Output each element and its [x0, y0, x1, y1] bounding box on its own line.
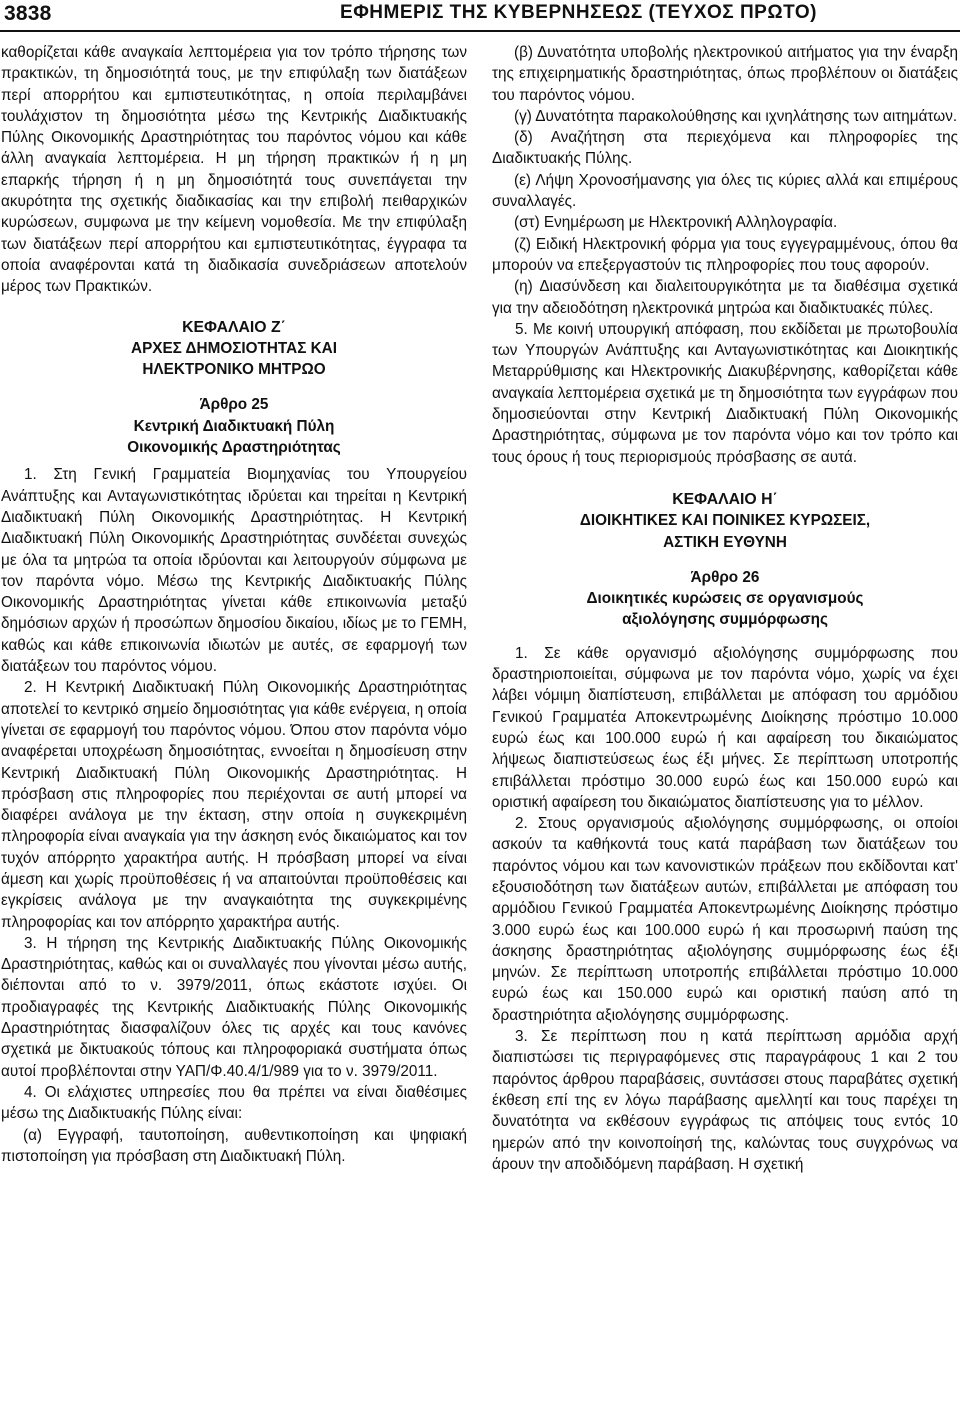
article-label: Άρθρο 25: [199, 396, 269, 414]
item-h: (η) Διασύνδεση και διαλειτουργικότητα με τα διαθέσιμα σχετικά για την αδειοδότηση ηλεκτρονικά μητρώα και διαδικτυακές πύλες.: [492, 278, 958, 317]
running-title: ΕΦΗΜΕΡΙΣ ΤΗΣ ΚΥΒΕΡΝΗΣΕΩΣ (ΤΕΥΧΟΣ ΠΡΩΤΟ): [340, 2, 817, 23]
paragraph-2: 2. Στους οργανισμούς αξιολόγησης συμμόρφωσης, οι οποίοι ασκούν τα καθήκοντά τους κατά παράβαση των διατάξεων του παρόντος νόμου και των κανονιστικών πράξεων που εκδίδονται κατ' εξουσιοδότηση των διατάξεων αυτών, επιβάλλεται με απόφαση του αρμόδιου Γενικού Γραμματέα Αποκεντρωμένης Διοίκησης πρόστιμο 3.000 ευρώ έως και 100.000 ευρώ ή και προσωρινή παύση της άσκησης δραστηριότητας αξιολόγησης συμμόρφωσης έως έξι μηνών. Σε περίπτωση υποτροπής επιβάλλεται πρόστιμο 10.000 ευρώ έως και 150.000 ευρώ και οριστική παύση από τη δραστηριότητα αξιολόγησης συμμόρφωσης.: [492, 815, 958, 1024]
chapter-label: ΚΕΦΑΛΑΙΟ Η΄: [672, 490, 778, 508]
chapter-title-line1: ΑΡΧΕΣ ΔΗΜΟΣΙΟΤΗΤΑΣ ΚΑΙ: [131, 339, 337, 357]
right-column: [492, 42, 958, 1175]
left-column: [1, 42, 467, 1167]
item-a: (α) Εγγραφή, ταυτοποίηση, αυθεντικοποίηση και ψηφιακή πιστοποίηση για πρόσβαση στη Διαδικτυακή Πύλη.: [1, 1126, 467, 1165]
page-number: 3838: [4, 2, 52, 25]
paragraph-3: 3. Η τήρηση της Κεντρικής Διαδικτυακής Πύλης Οικονομικής Δραστηριότητας, καθώς και οι συναλλαγές που γίνονται μέσω αυτής, διέπονται από το ν. 3979/2011, όπως εκάστοτε ισχύει. Οι προδιαγραφές της Κεντρικής Διαδικτυακής Πύλης Οικονομικής Δραστηριότητας διασφαλίζουν όλες τις αρχές και τους κανόνες σχετικά με δικτυακούς τόπους και πληροφοριακά συστήματα όπως αυτοί προβλέπονται στην ΥΑΠ/Φ.40.4/1/989 για το ν. 3979/2011.: [1, 934, 467, 1080]
intro-paragraph: καθορίζεται κάθε αναγκαία λεπτομέρεια για τον τρόπο τήρησης των πρακτικών, τη δημοσιότητά τους, με την επιφύλαξη των διατάξεων περί απορρήτου και εμπιστευτικότητας, η οποία περιλαμβάνει τουλάχιστον τη δημοσιότητα μέσω της Κεντρικής Διαδικτυακής Πύλης Οικονομικής Δραστηριότητας του παρόντος νόμου και κάθε άλλη αναγκαία λεπτομέρεια. Η μη τήρηση πρακτικών ή η μη επαρκής τήρηση ή η μη δημοσιότητά τους συνεπάγεται την ακυρότητα της σχετικής διαδικασίας και την επιβολή πειθαρχικών κυρώσεων, συμφωνα με την κείμενη νομοθεσία. Με την επιφύλαξη των διατάξεων περί απορρήτου και εμπιστευτικότητας, έγγραφα τα οποία αναφέρονται κατά τη διαδικασία συνεδριάσεων αποτελούν μέρος των Πρακτικών.: [1, 44, 467, 296]
article-label: Άρθρο 26: [690, 568, 760, 586]
paragraph-1: 1. Σε κάθε οργανισμό αξιολόγησης συμμόρφωσης που δραστηριοποιείται, σύμφωνα με τον παρόντα νόμο, χωρίς να έχει λάβει νόμιμη διαπίστευση, επιβάλλεται με απόφαση του αρμόδιου Γενικού Γραμματέα Αποκεντρωμένης Διοίκησης πρόστιμο 10.000 ευρώ έως και 100.000 ευρώ ή και αφαίρεση του δικαιώματος λήψεως διαπιστεύσεως έως έξι μήνες. Σε περίπτωση υποτροπής επιβάλλεται πρόστιμο 30.000 ευρώ έως και 150.000 ευρώ και οριστική αφαίρεση του δικαιώματος διαπίστευσης για το μέλλον.: [492, 644, 958, 811]
article-title-line2: Οικονομικής Δραστηριότητας: [127, 439, 341, 457]
item-g: (γ) Δυνατότητα παρακολούθησης και ιχνηλάτησης των αιτημάτων.: [514, 107, 958, 125]
item-st: (στ) Ενημέρωση με Ηλεκτρονική Αλληλογραφία.: [514, 214, 838, 232]
paragraph-1: 1. Στη Γενική Γραμματεία Βιομηχανίας του Υπουργείου Ανάπτυξης και Ανταγωνιστικότητας ιδρύεται και τηρείται η Κεντρική Διαδικτυακή Πύλη Οικονομικής Δραστηριότητας. Η Κεντρική Διαδικτυακή Πύλη Οικονομικής Δραστηριότητας συνδέεται συνεχώς με όλα τα μητρώα τα οποία ιδρύονται και λειτουργούν σύμφωνα με τον παρόντα νόμο. Μέσω της Κεντρικής Διαδικτυακής Πύλης Οικονομικής Δραστηριότητας γίνεται κάθε επικοινωνία μεταξύ δημόσιων αρχών ή προσώπων δημοσίου δικαίου, ιδίως με το ΓΕΜΗ, καθώς και κάθε επικοινωνία ιδιωτών με αυτές, σε εφαρμογή των διατάξεων του παρόντος νόμου.: [1, 466, 467, 676]
chapter-label: ΚΕΦΑΛΑΙΟ Ζ΄: [182, 318, 286, 336]
paragraph-2: 2. Η Κεντρική Διαδικτυακή Πύλη Οικονομικής Δραστηριότητας αποτελεί το κεντρικό σημείο δημοσιότητας για κάθε ενέργεια, η οποία γίνεται σε εφαρμογή του παρόντος νόμου. Όπου στον παρόντα νόμο αναφέρεται υποχρέωση δημοσιότητας, εννοείται η δημοσίευση στην Κεντρική Διαδικτυακή Πύλη Οικονομικής Δραστηριότητας. Η πρόσβαση στις πληροφορίες που περιέχονται σε αυτή μπορεί να διαφέρει ανάλογα με την έκταση, στην οποία η συγκεκριμένη πληροφορία είναι αναγκαία για την άσκηση ενός δικαιώματος και τον τυχόν απόρρητο χαρακτήρα αυτής. Η πρόσβαση μπορεί να είναι άμεση και χωρίς προϋποθέσεις ή να απαιτούνται προϋποθέσεις και εγκρίσεις ανάλογα με την αναγκαιότητα της συγκεκριμένης πληροφορίας και τον απόρρητο χαρακτήρα αυτής.: [1, 679, 467, 931]
paragraph-3: 3. Σε περίπτωση που η κατά περίπτωση αρμόδια αρχή διαπιστώσει τις περιγραφόμενες στις παραγράφους 1 και 2 του παρόντος άρθρου παραβάσεις, συντάσσει στους παραβάτες σχετική έκθεση επί της εν λόγω παράβασης αμελλητί και τους παρέχει τη δυνατότητα να εκθέσουν εγγράφως τις απόψεις τους εντός 10 ημερών από την κοινοποίησή της, καλώντας τους συγχρόνως να άρουν την αποδιδόμενη παράβαση. Η σχετική: [492, 1028, 958, 1173]
item-e: (ε) Λήψη Χρονοσήμανσης για όλες τις κύριες αλλά και επιμέρους συναλλαγές.: [492, 171, 958, 211]
header-rule: [0, 30, 960, 32]
article-title-line1: Κεντρική Διαδικτυακή Πύλη: [133, 417, 335, 435]
item-b: (β) Δυνατότητα υποβολής ηλεκτρονικού αιτήματος για την έναρξη της επιχειρηματικής δραστηριότητας, όπως προβλέπουν οι διατάξεις του παρόντος νόμου.: [492, 44, 958, 104]
paragraph-5: 5. Με κοινή υπουργική απόφαση, που εκδίδεται με πρωτοβουλία των Υπουργών Ανάπτυξης και Ανταγωνιστικότητας και Διοικητικής Μεταρρύθμισης και Ηλεκτρονικής Διακυβέρνησης, καθορίζεται κάθε αναγκαία λεπτομέρεια σχετικά με τη δημοσιότητα των εγγράφων που δημοσιεύονται στην Κεντρική Διαδικτυακή Πύλη Οικονομικής Δραστηριότητας, σύμφωνα με τον παρόντα νόμο και τον τρόπο και τους όρους ή τους περιορισμούς πρόσβασης σε αυτά.: [492, 320, 958, 466]
article-title-line2: αξιολόγησης συμμόρφωσης: [622, 611, 828, 629]
chapter-title-line2: ΗΛΕΚΤΡΟΝΙΚΟ ΜΗΤΡΩΟ: [142, 361, 326, 379]
chapter-title-line2: ΑΣΤΙΚΗ ΕΥΘΥΝΗ: [663, 533, 787, 551]
item-z: (ζ) Ειδική Ηλεκτρονική φόρμα για τους εγγεγραμμένους, όπου θα μπορούν να επεξεργαστούν τις πληροφορίες που τους αφορούν.: [492, 235, 958, 274]
chapter-title-line1: ΔΙΟΙΚΗΤΙΚΕΣ ΚΑΙ ΠΟΙΝΙΚΕΣ ΚΥΡΩΣΕΙΣ,: [579, 512, 871, 530]
page-header: [0, 0, 960, 42]
article-title-line1: Διοικητικές κυρώσεις σε οργανισμούς: [586, 590, 864, 608]
paragraph-4: 4. Οι ελάχιστες υπηρεσίες που θα πρέπει να είναι διαθέσιμες μέσω της Διαδικτυακής Πύλης είναι:: [1, 1083, 467, 1123]
item-d: (δ) Αναζήτηση στα περιεχόμενα και πληροφορίες της Διαδικτυακής Πύλης.: [492, 129, 958, 168]
